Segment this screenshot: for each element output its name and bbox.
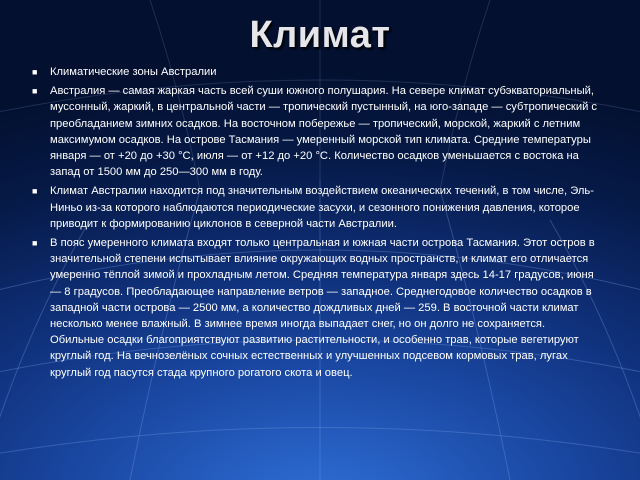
list-item-text: Климат Австралии находится под значительным воздействием океанических течений, в том числе, Эль-Ниньо из-за которого наблюдаются периодические засухи, и сезонного понижения давления, которое приводит к формированию циклонов в северной части Австралии. xyxy=(50,185,594,230)
list-item xyxy=(30,183,600,232)
list-item-text: Климатические зоны Австралии xyxy=(50,66,217,78)
list-item xyxy=(30,83,600,180)
list-item xyxy=(30,64,600,80)
square-bullet-icon: ■ xyxy=(32,186,38,197)
square-bullet-icon: ■ xyxy=(32,86,38,97)
square-bullet-icon: ■ xyxy=(32,238,38,249)
square-bullet-icon: ■ xyxy=(32,67,38,77)
list-item-text: В пояс умеренного климата входят только центральная и южная части острова Тасмания. Этот остров в значительной степени испытывает влияние окружающих водных пространств, и климат его отличается умеренно тёплой зимой и прохладным летом. Средняя температура января здесь 14-17 градусов, июня — 8 градусов. Преобладающее направление ветров — западное. Среднегодовое количество осадков в западной части острова — 2500 мм, а количество дождливых дней — 259. В восточной части климат несколько менее влажный. В зимнее время иногда выпадает снег, но он долго не сохраняется. Обильные осадки благоприятствуют развитию растительности, и особенно трав, которые вегетируют круглый год. На вечнозелёных сочных естественных и улучшенных подсевом кормовых трав, лугах круглый год пасутся стада крупного рогатого скота и овец. xyxy=(50,237,595,379)
list-item xyxy=(30,235,600,381)
list-item-text: Австралия — самая жаркая часть всей суши южного полушария. На севере климат субэкваториальный, муссонный, жаркий, в центральной части — тропический пустынный, на юго-западе — субтропический с преобладанием зимних осадков. На восточном побережье — тропический, морской, жаркий с летним максимумом осадков. На острове Тасмания — умеренный морской тип климата. Средние температуры января — от +20 до +30 °C, июля — от +12 до +20 °C. Количество осадков уменьшается с востока на запад от 1500 мм до 250—300 мм в году. xyxy=(50,85,598,179)
slide-title: Климат xyxy=(249,14,391,56)
bullet-list xyxy=(30,64,600,384)
